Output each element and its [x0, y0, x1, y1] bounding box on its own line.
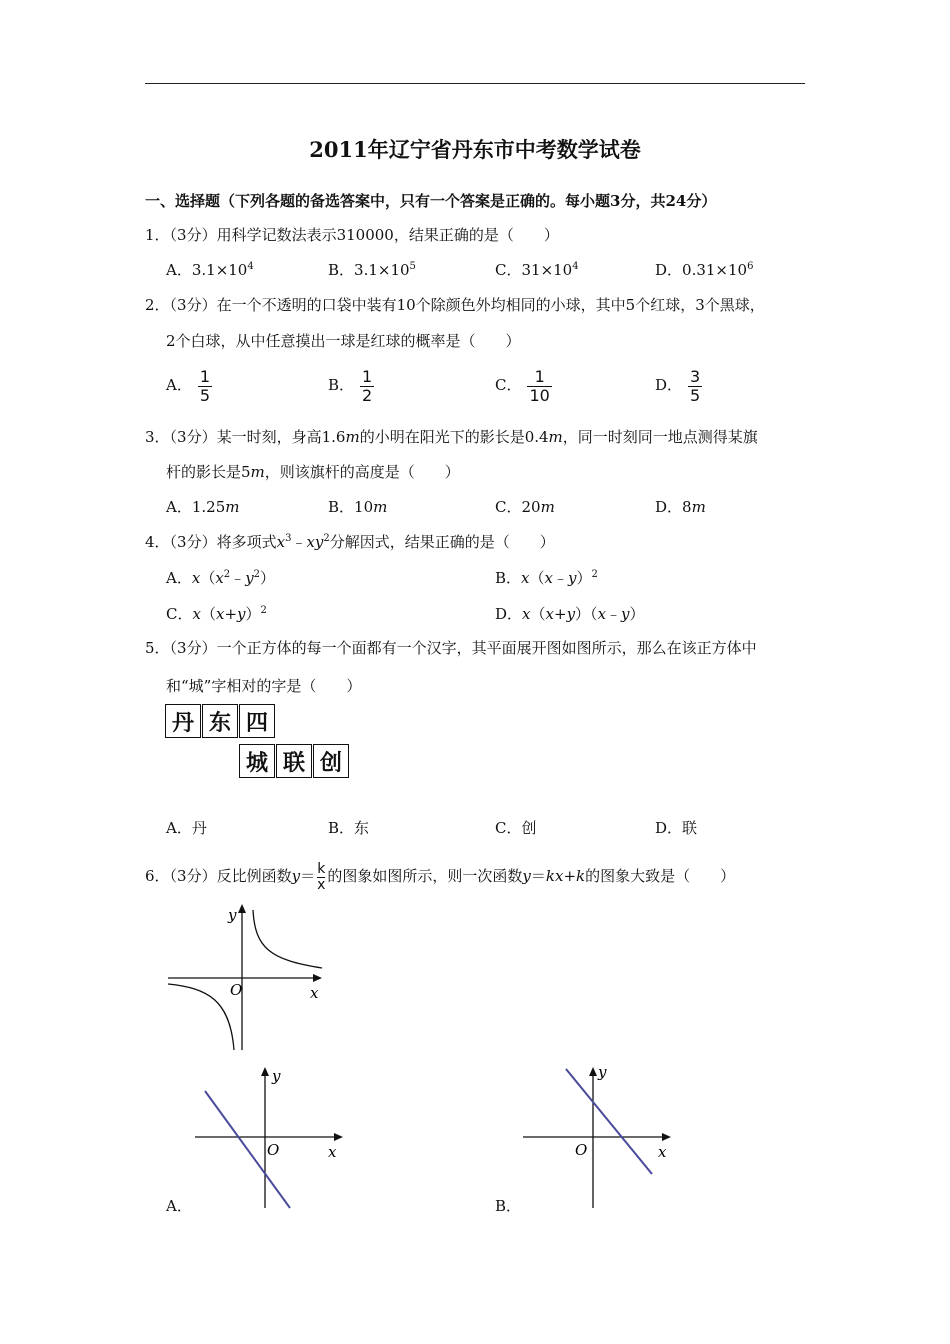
var: y — [245, 569, 254, 587]
var: y — [568, 569, 577, 587]
text-run: 的小明在阳光下的影长是0.4 — [359, 428, 549, 446]
option-letter: D． — [655, 261, 683, 279]
text-run: （3分）将多项式 — [169, 533, 277, 551]
q1-option-a[interactable] — [166, 259, 254, 280]
q4-option-b[interactable]: B．x（x﹣y）$^2$ — [495, 569, 598, 587]
text-run: ，同一时刻同一地点测得某旗 — [562, 428, 758, 446]
q5-option-a[interactable]: A．丹 — [166, 819, 207, 837]
question-1 — [145, 224, 559, 245]
unit: m — [373, 498, 388, 516]
var: y — [621, 605, 630, 623]
option-value: 8 — [682, 498, 692, 516]
hyperbola-graph — [160, 900, 335, 1055]
option-letter: A． — [166, 569, 192, 587]
option-letter: B． — [328, 261, 355, 279]
question-number: 4． — [145, 533, 170, 551]
q4-option-c[interactable]: C．$x(x+y)^2$ — [166, 605, 267, 623]
var: x — [306, 533, 315, 551]
option-value: 3.1×10 — [191, 261, 248, 279]
net-cell: 创 — [313, 744, 349, 778]
q3-option-c[interactable] — [495, 496, 555, 517]
unit: m — [548, 428, 563, 446]
y-axis-label: y — [272, 1067, 281, 1085]
var: x — [544, 569, 553, 587]
unit: m — [540, 498, 555, 516]
q5-option-c[interactable]: C．创 — [495, 819, 537, 837]
var: x — [597, 605, 607, 623]
net-cell: 丹 — [165, 704, 201, 738]
question-text: （3分）用科学记数法表示310000，结果正确的是（ ） — [169, 226, 559, 244]
q2-option-c[interactable] — [495, 368, 552, 404]
option-letter: D． — [655, 376, 683, 395]
option-letter: C． — [495, 261, 522, 279]
origin-label: O — [230, 981, 243, 999]
y-axis-label: y — [598, 1063, 607, 1081]
text-run: 的图象大致是（ ） — [585, 867, 736, 886]
question-6: 6．（3分）反比例函数y＝ $\frac{k}{x}$ 的图象如图所示，则一次函数y＝kx+k的图象大致是（ ） — [145, 861, 736, 893]
var: x — [215, 605, 225, 623]
net-cell: 城 — [239, 744, 275, 778]
var: y — [237, 605, 246, 623]
option-letter: C． — [166, 605, 193, 623]
var: x — [192, 605, 201, 623]
question-5-continued: 和“城”字相对的字是（ ） — [166, 677, 362, 695]
x-axis-label: x — [658, 1143, 667, 1161]
q3-option-b[interactable] — [328, 496, 387, 517]
q2-option-b[interactable] — [328, 368, 374, 404]
origin-label: O — [267, 1141, 280, 1159]
net-cell: 四 — [239, 704, 275, 738]
x-axis-label: x — [310, 984, 319, 1002]
fraction: $\frac{3}{5}$ — [690, 367, 701, 405]
y-axis-label: y — [228, 906, 237, 924]
var: y — [522, 867, 531, 886]
var: x — [276, 533, 286, 551]
q4-option-d[interactable]: D．x（x+y）（x﹣y） — [495, 605, 645, 623]
q1-option-b[interactable] — [328, 259, 416, 280]
q6-option-b-graph — [518, 1063, 678, 1213]
fraction: $\frac{1}{10}$ — [529, 367, 550, 405]
question-3 — [145, 426, 758, 447]
option-letter: B． — [495, 569, 522, 587]
cube-net-diagram — [165, 704, 355, 782]
option-letter: A． — [166, 376, 192, 395]
option-letter: C． — [495, 376, 522, 395]
q6-option-a[interactable]: A． — [166, 1197, 192, 1215]
net-cell: 东 — [202, 704, 238, 738]
option-value: 0.31×10 — [682, 261, 748, 279]
q6-option-a-graph — [190, 1063, 350, 1213]
option-value: 1.25 — [191, 498, 226, 516]
var: y — [566, 605, 576, 623]
unit: m — [225, 498, 240, 516]
question-number: 1． — [145, 226, 170, 244]
question-number: 6． — [145, 867, 170, 886]
exponent: 5 — [409, 261, 416, 272]
q5-option-b[interactable]: B．东 — [328, 819, 370, 837]
text-run: ，则该旗杆的高度是（ ） — [264, 463, 460, 481]
x-axis-label: x — [328, 1143, 337, 1161]
var: x — [215, 569, 224, 587]
q4-option-a[interactable]: A．$x(x^2﹣y^2)$ — [166, 569, 276, 587]
option-value: 10 — [354, 498, 374, 516]
question-3-continued — [166, 461, 460, 482]
unit: m — [691, 498, 706, 516]
option-letter: D． — [655, 498, 683, 516]
var: y — [314, 533, 324, 551]
q3-option-d[interactable] — [655, 496, 706, 517]
question-2 — [145, 294, 765, 315]
q6-option-b[interactable]: B． — [495, 1197, 522, 1215]
text-run: 的图象如图所示，则一次函数 — [327, 867, 523, 886]
option-value: 31×10 — [521, 261, 573, 279]
origin-label: O — [575, 1141, 588, 1159]
var: x — [191, 569, 201, 587]
var: x — [522, 605, 531, 623]
question-text: （3分）一个正方体的每一个面都有一个汉字，其平面展开图如图所示，那么在该正方体中 — [169, 639, 757, 657]
text-run: （3分）反比例函数 — [169, 867, 292, 886]
unit: m — [345, 428, 360, 446]
q1-option-d[interactable] — [655, 259, 753, 280]
question-text: （3分）在一个不透明的口袋中装有10个除颜色外均相同的小球，其中5个红球，3个黑球， — [169, 296, 765, 314]
page-title: 2011年辽宁省丹东市中考数学试卷 — [309, 137, 641, 162]
q5-option-d[interactable]: D．联 — [655, 819, 698, 837]
text-run: 杆的影长是5 — [166, 463, 251, 481]
option-letter: D． — [495, 605, 523, 623]
option-value: 3.1×10 — [354, 261, 410, 279]
unit: m — [250, 463, 265, 481]
question-2-continued: 2个白球，从中任意摸出一球是红球的概率是（ ） — [166, 332, 521, 350]
option-letter: A． — [166, 498, 192, 516]
question-number: 2． — [145, 296, 170, 314]
var: y — [291, 867, 301, 886]
var: x — [521, 569, 530, 587]
option-letter: C． — [495, 498, 522, 516]
option-letter: B． — [328, 376, 355, 395]
question-5 — [145, 637, 757, 658]
text-run: 分解因式，结果正确的是（ ） — [329, 533, 555, 551]
exponent: 4 — [247, 261, 254, 272]
q2-option-d[interactable] — [655, 368, 702, 404]
exponent: 6 — [747, 261, 754, 272]
q2-option-a[interactable] — [166, 368, 212, 404]
option-value: 20 — [521, 498, 541, 516]
question-number: 3． — [145, 428, 170, 446]
header-rule — [145, 83, 805, 84]
q1-option-c[interactable] — [495, 259, 579, 280]
option-letter: B． — [328, 498, 355, 516]
exponent: 4 — [572, 261, 579, 272]
net-cell: 联 — [276, 744, 312, 778]
fraction: $\frac{k}{x}$ — [317, 861, 326, 893]
question-number: 5． — [145, 639, 170, 657]
fraction: $\frac{1}{5}$ — [199, 367, 211, 405]
var: x — [545, 605, 554, 623]
q3-option-a[interactable] — [166, 496, 239, 517]
question-4: 4．（3分）将多项式$x^3﹣xy^2$分解因式，结果正确的是（ ） — [145, 533, 555, 551]
text-run: （3分）某一时刻，身高1.6 — [169, 428, 346, 446]
fraction: $\frac{1}{2}$ — [362, 367, 373, 405]
option-letter: A． — [166, 261, 192, 279]
section-heading: 一、选择题（下列各题的备选答案中，只有一个答案是正确的。每小题3分，共24分） — [145, 192, 717, 210]
